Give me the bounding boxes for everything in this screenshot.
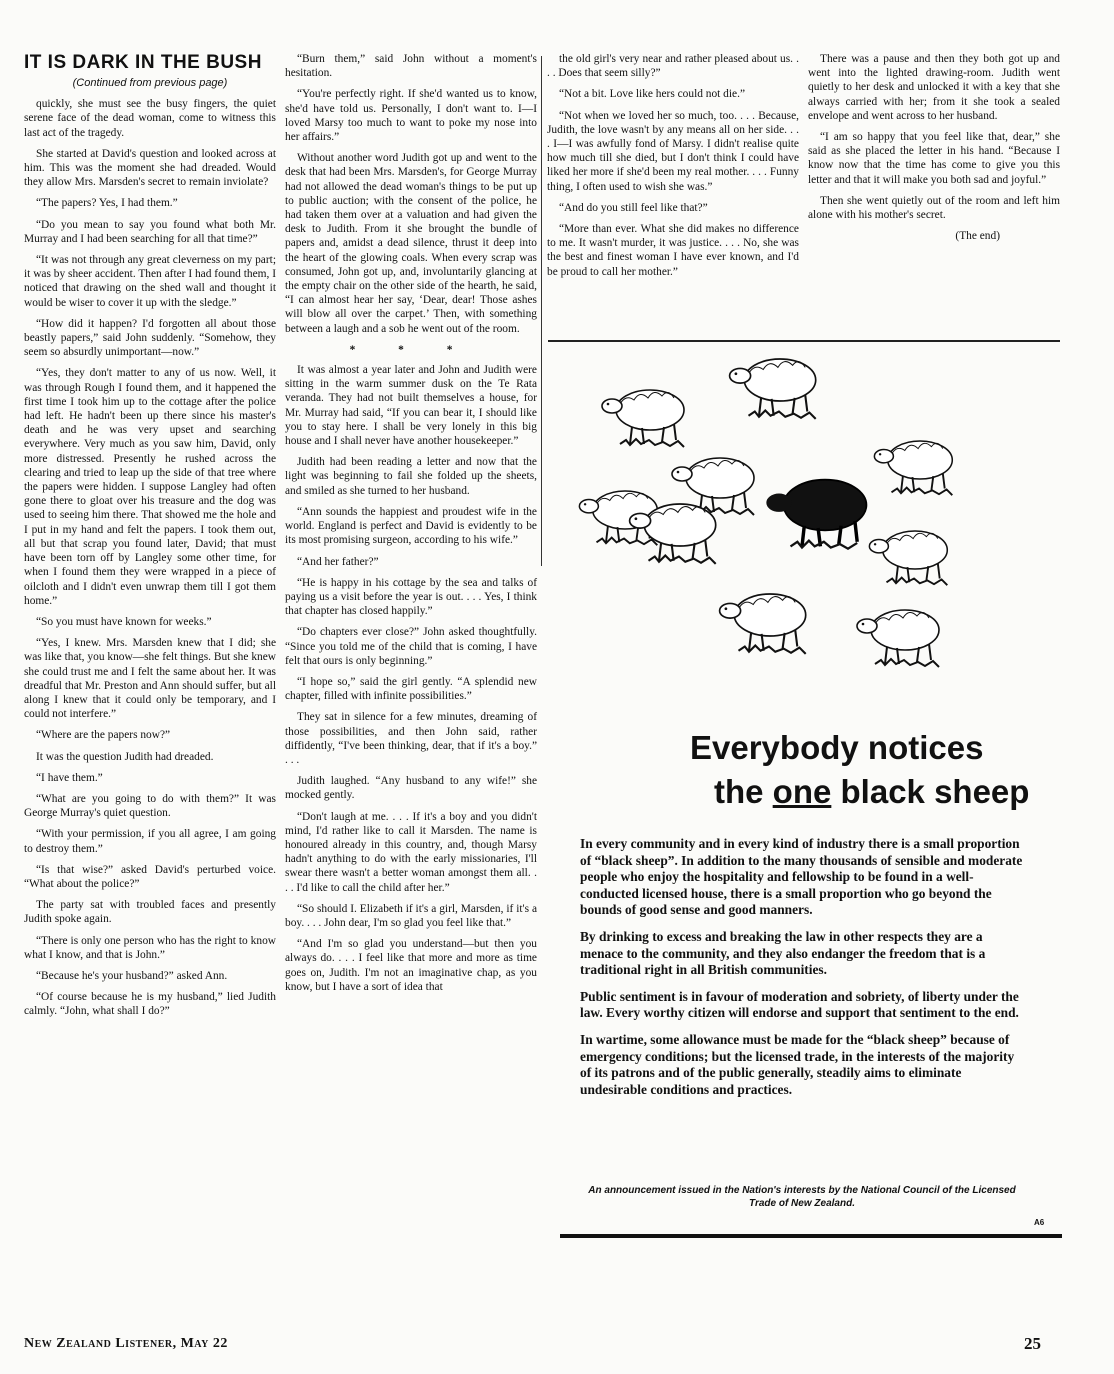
- advert-paragraph: By drinking to excess and breaking the law in other respects they are a menace to the community, and they also endanger the freedom that is a traditional right in all British communities.: [580, 928, 986, 978]
- article-paragraph: “Burn them,” said John without a moment's hesitation.: [285, 53, 537, 80]
- article-paragraph: They sat in silence for a few minutes, dreaming of those possibilities, and then John said, rather diffidently, “I've been thinking, dear, that if it's a boy.” . . .: [285, 711, 537, 766]
- article-paragraph: “With your permission, if you all agree, I am going to destroy them.”: [24, 828, 276, 855]
- advert-headline: [690, 726, 1050, 814]
- article-paragraph: “And do you still feel like that?”: [559, 201, 708, 214]
- column-1-body: [24, 97, 276, 1018]
- article-column-2: [285, 52, 537, 1001]
- continued-note: (Continued from previous page): [72, 77, 228, 89]
- article-paragraph: “More than ever. What she did makes no difference to me. It wasn't murder, it was justice. . . . No, she was the best and finest woman I have ever known, and I'd be proud to call her mother.”: [547, 223, 799, 278]
- article-paragraph: “Not when we loved her so much, too. . . . Because, Judith, the love wasn't by any means all on her side. . . . I—I was awfully fond of Marsy. I didn't realise quite how much till she died, but I don't think I could have liked her more if she'd been my real mother. . . . Funny thing, I often used to wish she was.”: [547, 109, 799, 193]
- article-paragraph: Without another word Judith got up and went to the desk that had been Mrs. Marsden's, for George Murray had not allowed the dead woman's things to be put up to public auction; with the consent of the police, he had taken them over at a valuation and had given the desk to Judith. From it she brought the bundle of papers and, amidst a dead silence, thrust it deep into the heart of the glowing coals. When every scrap was consumed, John got up, and, involuntarily glancing at the empty chair on the other side of the hearth, he said, “I can almost hear her say, ‘Dear, dear! Those ashes will blow all over the carpet.’ Then, with something between a laugh and a sob he went out of the room.: [285, 152, 537, 335]
- advert-code: A6: [1034, 1218, 1045, 1227]
- article-column-4: [808, 52, 1060, 243]
- article-paragraph: “I am so happy that you feel like that, dear,” she said as she placed the letter in his hand. “Because I know now that the time has come to give you this letter and that it will make you both sad and joyful.”: [808, 131, 1060, 186]
- advert-paragraph: Public sentiment is in favour of moderation and sobriety, of liberty under the law. Every worthy citizen will endorse and support that sentiment to the end.: [580, 988, 1019, 1021]
- headline-underlined-word: one: [772, 773, 832, 810]
- article-paragraph: “The papers? Yes, I had them.”: [36, 197, 178, 210]
- article-paragraph: “So you must have known for weeks.”: [36, 615, 212, 628]
- column-4-body: [808, 52, 1060, 222]
- article-paragraph: “He is happy in his cottage by the sea and talks of paying us a visit before the year is out. . . . Yes, I think that chapter has closed happily.”: [285, 576, 537, 618]
- article-paragraph: “I have them.”: [36, 771, 103, 784]
- sheep-figure: [857, 610, 939, 667]
- article-paragraph: “Because he's your husband?” asked Ann.: [36, 969, 228, 982]
- advert-bottom-bar: [560, 1234, 1062, 1238]
- article-paragraph: There was a pause and then they both got up and went into the lighted drawing-room. Judith went quietly to her desk and unlocked it with a key that she always carried with her; from it she took a sealed envelope and went across to her husband.: [808, 53, 1060, 122]
- article-paragraph: “Do you mean to say you found what both Mr. Murray and I had been searching for all that time?”: [24, 218, 276, 245]
- advert-credit: An announcement issued in the Nation's interests by the National Council of the Licensed Trade of New Zealand.: [588, 1185, 1016, 1209]
- article-paragraph: Judith laughed. “Any husband to any wife!” she mocked gently.: [285, 775, 537, 802]
- article-paragraph: Then she went quietly out of the room and left him alone with his mother's secret.: [808, 194, 1060, 222]
- article-paragraph: “And her father?”: [297, 555, 379, 568]
- advert-body: [580, 836, 1024, 1108]
- advert-paragraph: In wartime, some allowance must be made for the “black sheep” because of emergency conditions; but the licensed trade, in the interests of the majority of its patrons and of the public generally, steadily aims to eliminate undesirable conditions and practices.: [580, 1031, 1015, 1097]
- article-paragraph: “It was not through any great cleverness on my part; it was by sheer accident. Then after I had found them, I noticed that drawing on the shed wall and thought it would be wiser to cover it up with the sledge.”: [24, 254, 276, 309]
- sheep-flock-illustration: [570, 350, 970, 700]
- article-paragraph: quickly, she must see the busy fingers, the quiet serene face of the dead woman, come to witness this last act of the tragedy.: [24, 98, 276, 139]
- column-3-body: [547, 52, 799, 279]
- section-break: * * *: [349, 343, 473, 356]
- article-paragraph: “What are you going to do with them?” It was George Murray's quiet question.: [24, 792, 276, 820]
- article-paragraph: “Yes, I knew. Mrs. Marsden knew that I did; she was like that, you know—she felt things. But she knew she could trust me and I felt the same about her. It was dreadful that Mr. Preston and Ann should suffer, but all along I knew that it could only be temporary, and I could not interfere.”: [24, 637, 276, 721]
- article-paragraph: “And I'm so glad you understand—but then you always do. . . . I feel like that more and more as time goes on, Judith. I'm not an imaginative chap, as you know, but I have a sort of idea that: [285, 938, 537, 993]
- advert-top-rule: [548, 340, 1060, 342]
- sheep-figure: [630, 504, 716, 564]
- article-paragraph: “There is only one person who has the right to know what I know, and that is John.”: [24, 934, 276, 961]
- sheep-figure: [730, 359, 816, 419]
- article-column-1: [24, 52, 276, 1026]
- advert-headline-line1: Everybody notices: [690, 729, 984, 766]
- headline-pre: the: [714, 773, 773, 810]
- article-paragraph: “How did it happen? I'd forgotten all about those beastly papers,” said John suddenly. “Somehow, they seem so absurdly unimportant—now.”: [24, 317, 276, 359]
- article-paragraph: “Is that wise?” asked David's perturbed voice. “What about the police?”: [24, 863, 276, 890]
- article-paragraph: “So should I. Elizabeth if it's a girl, Marsden, if it's a boy. . . . John dear, I'm so glad you feel like that.”: [285, 902, 537, 929]
- sheep-figure: [720, 594, 806, 654]
- black-sheep-figure: [766, 480, 866, 549]
- article-paragraph: “Not a bit. Love like hers could not die.”: [559, 88, 745, 101]
- sheep-figure: [602, 390, 684, 447]
- sheep-figure: [869, 531, 947, 585]
- column-2-body: [285, 52, 537, 336]
- column-2-body-continued: [285, 363, 537, 994]
- article-paragraph: “Where are the papers now?”: [36, 729, 171, 742]
- headline-post: black sheep: [831, 773, 1030, 810]
- article-paragraph: She started at David's question and looked across at him. This was the moment she had dreaded. Would they allow Mrs. Marsden's secret to remain inviolate?: [24, 147, 276, 189]
- article-paragraph: “Yes, they don't matter to any of us now. Well, it was through Rough I found them, and it happened the first time I took him up to the cottage after the police had left. He hadn't been up there since his master's death and he was very upset and searching everywhere. Very much as you saw him, David, only more distressed. Presently he rushed across the clearing and tried to leap up the side of that tree where the papers were hidden. I suppose Langley had often gone there to gloat over his treasure and the dog was used to seeing him there. That showed me the hole and I put in my hand and felt the papers. I took them out, all but that scrap you found later, David; that must have been torn off by Langley some other time, for when I found them they were wrapped in a piece of oilcloth and I didn't even unwrap them till I got them home.”: [24, 367, 276, 607]
- article-paragraph: The party sat with troubled faces and presently Judith spoke again.: [24, 899, 276, 926]
- article-paragraph: “I hope so,” said the girl gently. “A splendid new chapter, filled with infinite possibilities.”: [285, 675, 537, 703]
- article-paragraph: “Don't laugh at me. . . . If it's a boy and you didn't mind, I'd rather like to call it Marsden. The name is honoured already in this country, and, though Marsy hadn't anything to do with the early missionaries, I'll swear there wasn't a better woman amongst them all. . . . I'd like to call the child after her.”: [285, 810, 537, 894]
- the-end-label: (The end): [955, 230, 1000, 243]
- advert-headline-line2: [690, 770, 1050, 814]
- sheep-figure: [874, 441, 952, 495]
- advert-paragraph: In every community and in every kind of industry there is a small proportion of “black sheep”. In addition to the many thousands of sensible and moderate people who enjoy the hospitality and fellowship to be found in a well-conducted licensed house, there is a small proportion who go beyond the bounds of good sense and good manners.: [580, 836, 1023, 918]
- page-number: 25: [1024, 1334, 1041, 1353]
- article-paragraph: “Ann sounds the happiest and proudest wife in the world. England is perfect and David is evidently to be its most promising surgeon, according to his wife.”: [285, 505, 537, 547]
- publication-footer: New Zealand Listener, May 22: [24, 1336, 228, 1351]
- article-paragraph: “Of course because he is my husband,” lied Judith calmly. “John, what shall I do?”: [24, 991, 276, 1018]
- article-column-3: [547, 52, 799, 286]
- column-divider: [541, 56, 542, 566]
- article-paragraph: Judith had been reading a letter and now that the light was beginning to fail she folded up the sheets, and smiled as she turned to her husband.: [285, 456, 537, 497]
- article-paragraph: It was the question Judith had dreaded.: [36, 750, 214, 763]
- article-headline: IT IS DARK IN THE BUSH: [24, 52, 262, 73]
- article-paragraph: the old girl's very near and rather pleased about us. . . . Does that seem silly?”: [547, 53, 799, 80]
- article-paragraph: “You're perfectly right. If she'd wanted us to know, she'd have told us. Personally, I don't want to. I—I loved Marsy too much to want to poke my nose into her affairs.”: [285, 88, 537, 144]
- article-paragraph: It was almost a year later and John and Judith were sitting in the warm summer dusk on the Te Rata veranda. They had not built themselves a house, for Mr. Murray had said, “If you can bear it, I should like you to stay here. I shall be very lonely in this big house and I shall never have another housekeeper.”: [285, 364, 537, 448]
- article-paragraph: “Do chapters ever close?” John asked thoughtfully. “Since you told me of the child that is coming, I have felt that ours is only beginning.”: [285, 626, 537, 667]
